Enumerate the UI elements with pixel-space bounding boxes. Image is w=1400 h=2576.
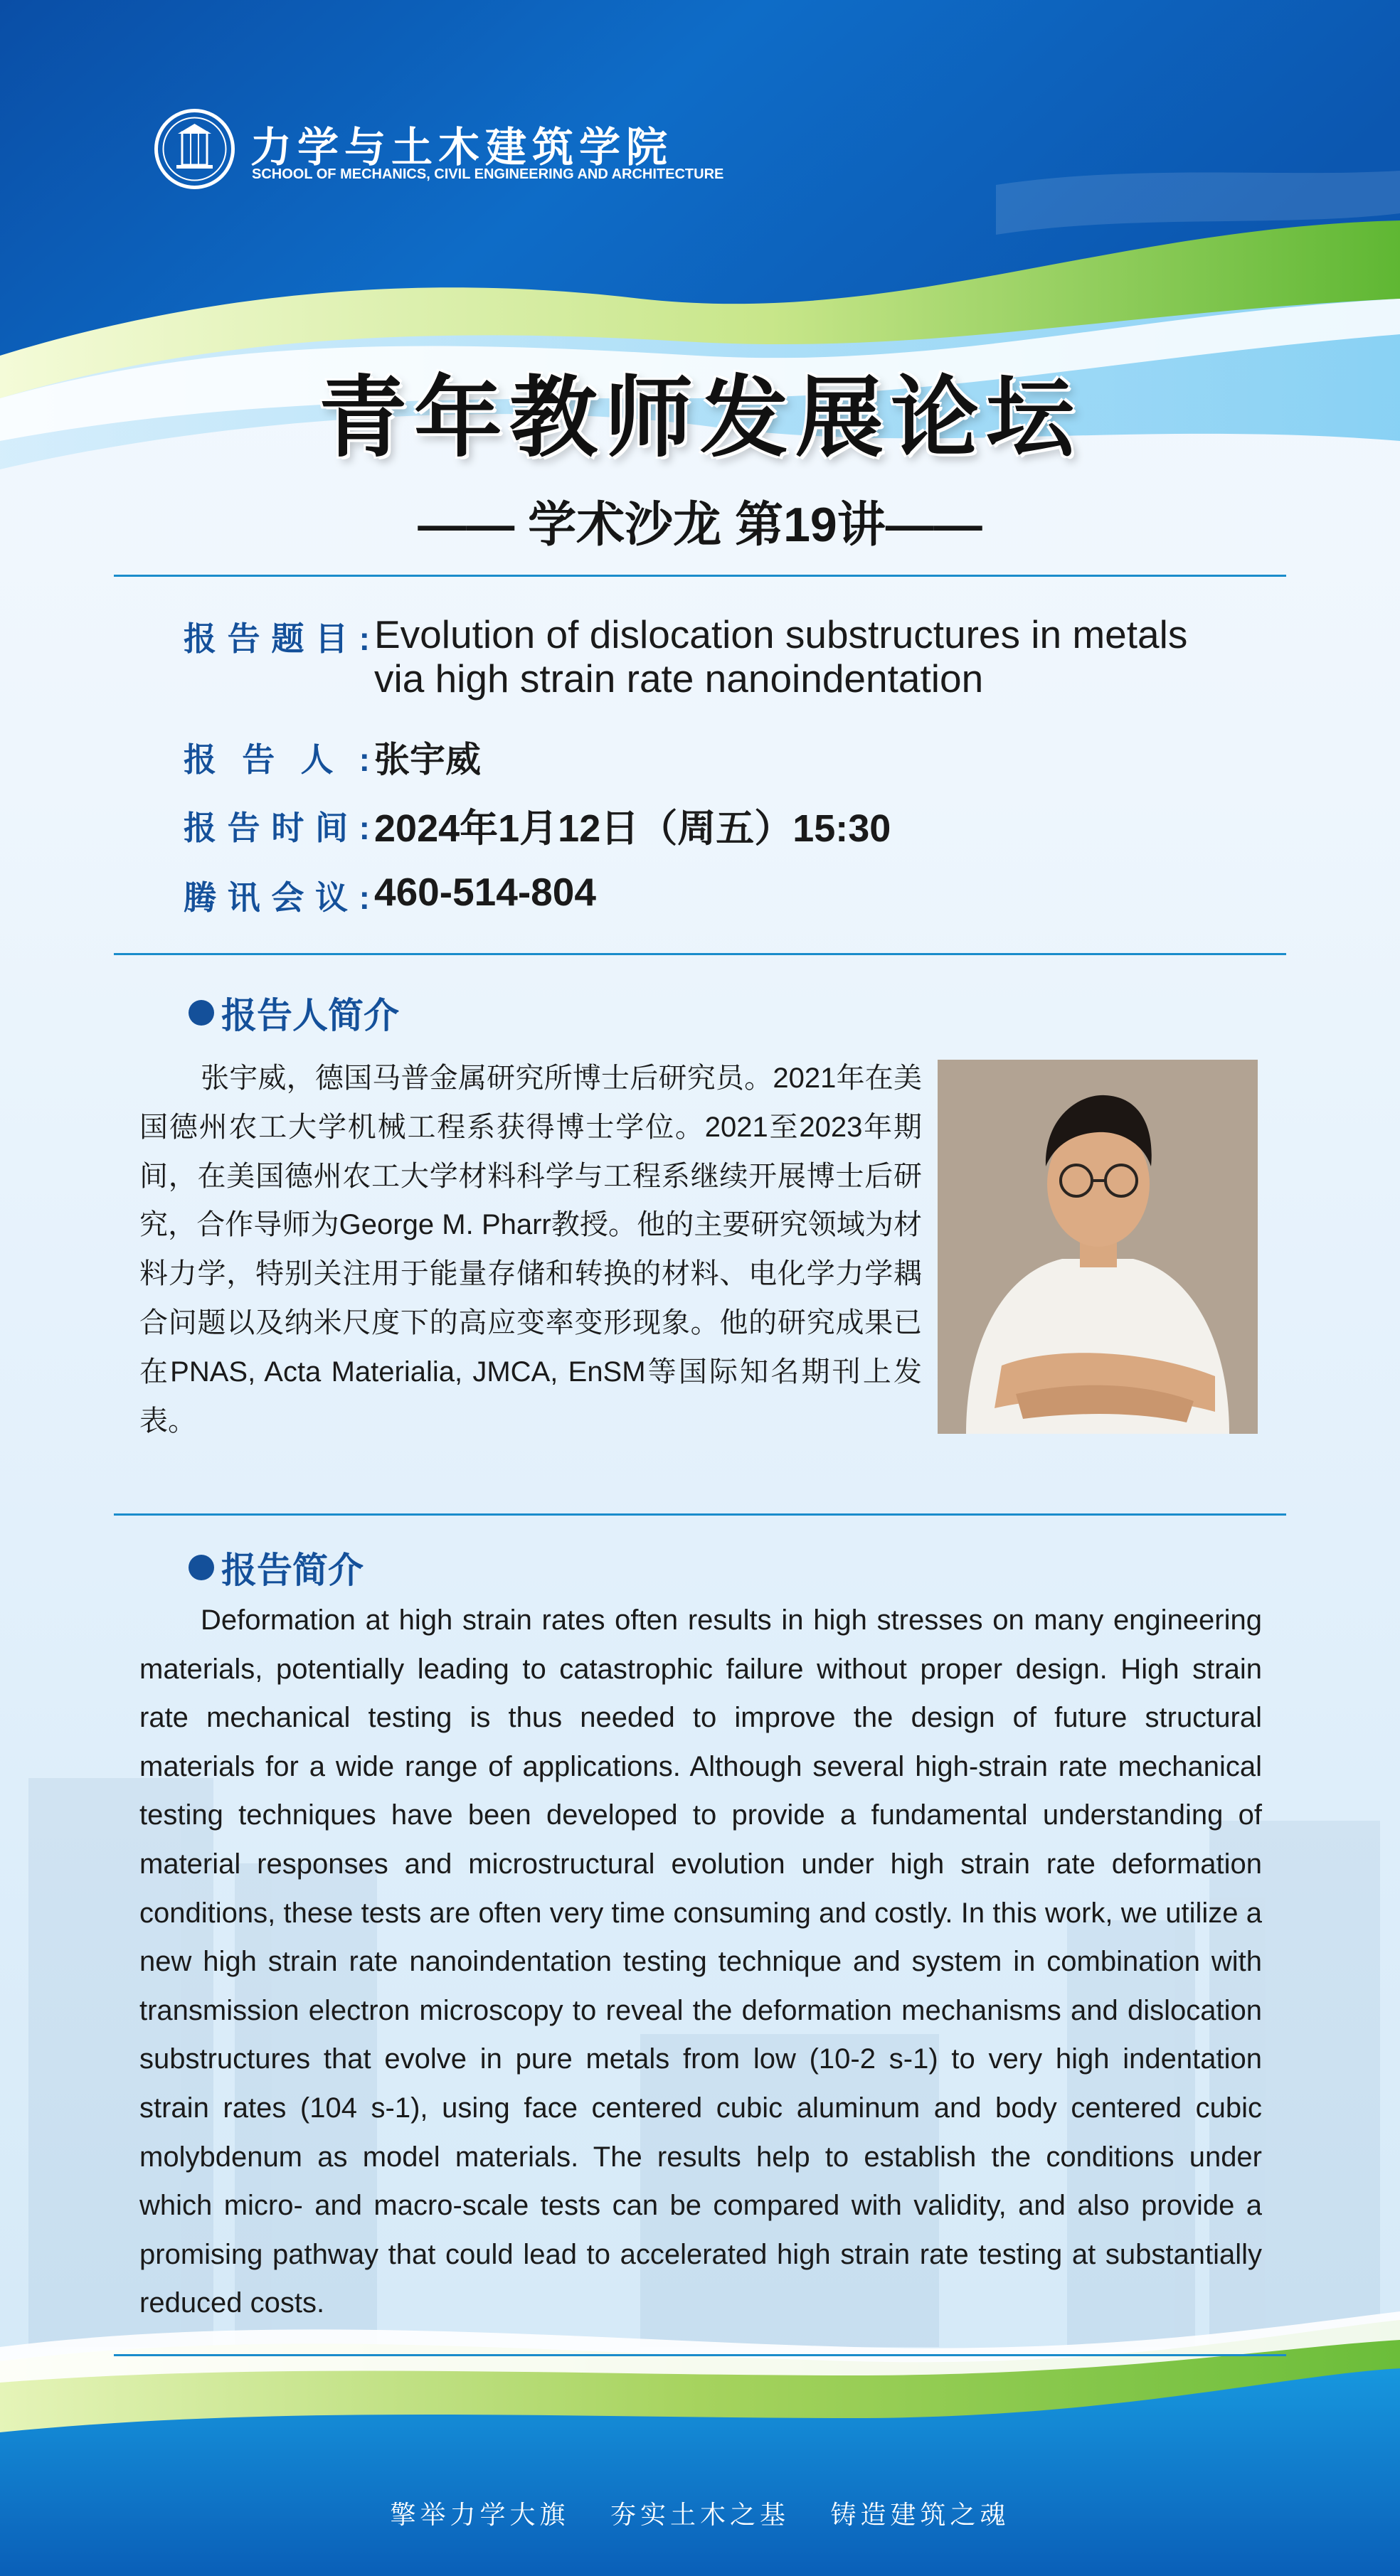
speaker-label: 报告人: xyxy=(184,741,370,778)
time-label: 报告时间: xyxy=(184,809,370,846)
bullet-dot-icon xyxy=(189,1555,214,1580)
topic-line-1: Evolution of dislocation substructures in metals xyxy=(374,612,1188,656)
abstract-heading xyxy=(189,1545,364,1590)
bio-heading xyxy=(189,990,399,1036)
divider-top xyxy=(114,575,1286,577)
school-logo-seal xyxy=(154,108,235,190)
topic-label: 报告题目: xyxy=(184,620,370,657)
divider-middle xyxy=(114,953,1286,955)
meeting-label: 腾讯会议: xyxy=(184,879,370,916)
forum-title: 青年教师发展论坛 xyxy=(318,366,1081,469)
school-name-cn: 力学与土木建筑学院 xyxy=(250,124,674,171)
bio-heading-text: 报告人简介 xyxy=(221,996,399,1036)
time-value: 2024年1月12日（周五）15:30 xyxy=(374,807,891,850)
meeting-id: 460-514-804 xyxy=(374,870,596,914)
speaker-bio: 张宇威，德国马普金属研究所博士后研究员。2021年在美国德州农工大学机械工程系获得博士学位。2021至2023年期间，在美国德州农工大学材料科学与工程系继续开展博士后研究，合作导师为George M. Pharr教授。他的主要研究领域为材料力学，特别关注用于能量存储和转换的材料、电化学力学耦合问题以及纳米尺度下的高应变率变形现象。他的研究成果已在PNAS, Acta Materialia, JMCA, EnSM等国际知名期刊上发表。 xyxy=(139,1063,922,1437)
speaker-name: 张宇威 xyxy=(374,740,481,779)
salon-subtitle: —— 学术沙龙 第19讲—— xyxy=(418,498,982,552)
abstract-heading-text: 报告简介 xyxy=(221,1550,364,1590)
divider-lower xyxy=(114,1513,1286,1516)
school-name-en: SCHOOL OF MECHANICS, CIVIL ENGINEERING AND ARCHITECTURE xyxy=(252,166,724,182)
speaker-photo xyxy=(938,1060,1258,1434)
topic-line-2: via high strain rate nanoindentation xyxy=(374,656,984,701)
school-motto: 擎举力学大旗 夯实土木之基 铸造建筑之魂 xyxy=(390,2501,1010,2530)
abstract-body: Deformation at high strain rates often results in high stresses on many engineering materials, potentially leading to catastrophic failure without proper design. High strain rate mechanical testing is thus needed to improve the design of future structural materials for a wide range of applications. Although several high-strain rate mechanical testing techniques have been developed to provide a fundamental understanding of material responses and microstructural evolution under high strain rate deformation conditions, these tests are often very time consuming and costly. In this work, we utilize a new high strain rate nanoindentation testing technique and system in combination with transmission electron microscopy to reveal the deformation mechanisms and dislocation substructures that evolve in pure metals from low (10-2 s-1) to very high indentation strain rates (104 s-1), using face centered cubic aluminum and body centered cubic molybdenum as model materials. The results help to establish the conditions under which micro- and macro-scale tests can be compared with validity, and also provide a promising pathway that could lead to accelerated high strain rate testing at substantially reduced costs. xyxy=(139,1604,1262,2319)
bullet-dot-icon xyxy=(189,1000,214,1026)
divider-bottom xyxy=(114,2354,1286,2356)
